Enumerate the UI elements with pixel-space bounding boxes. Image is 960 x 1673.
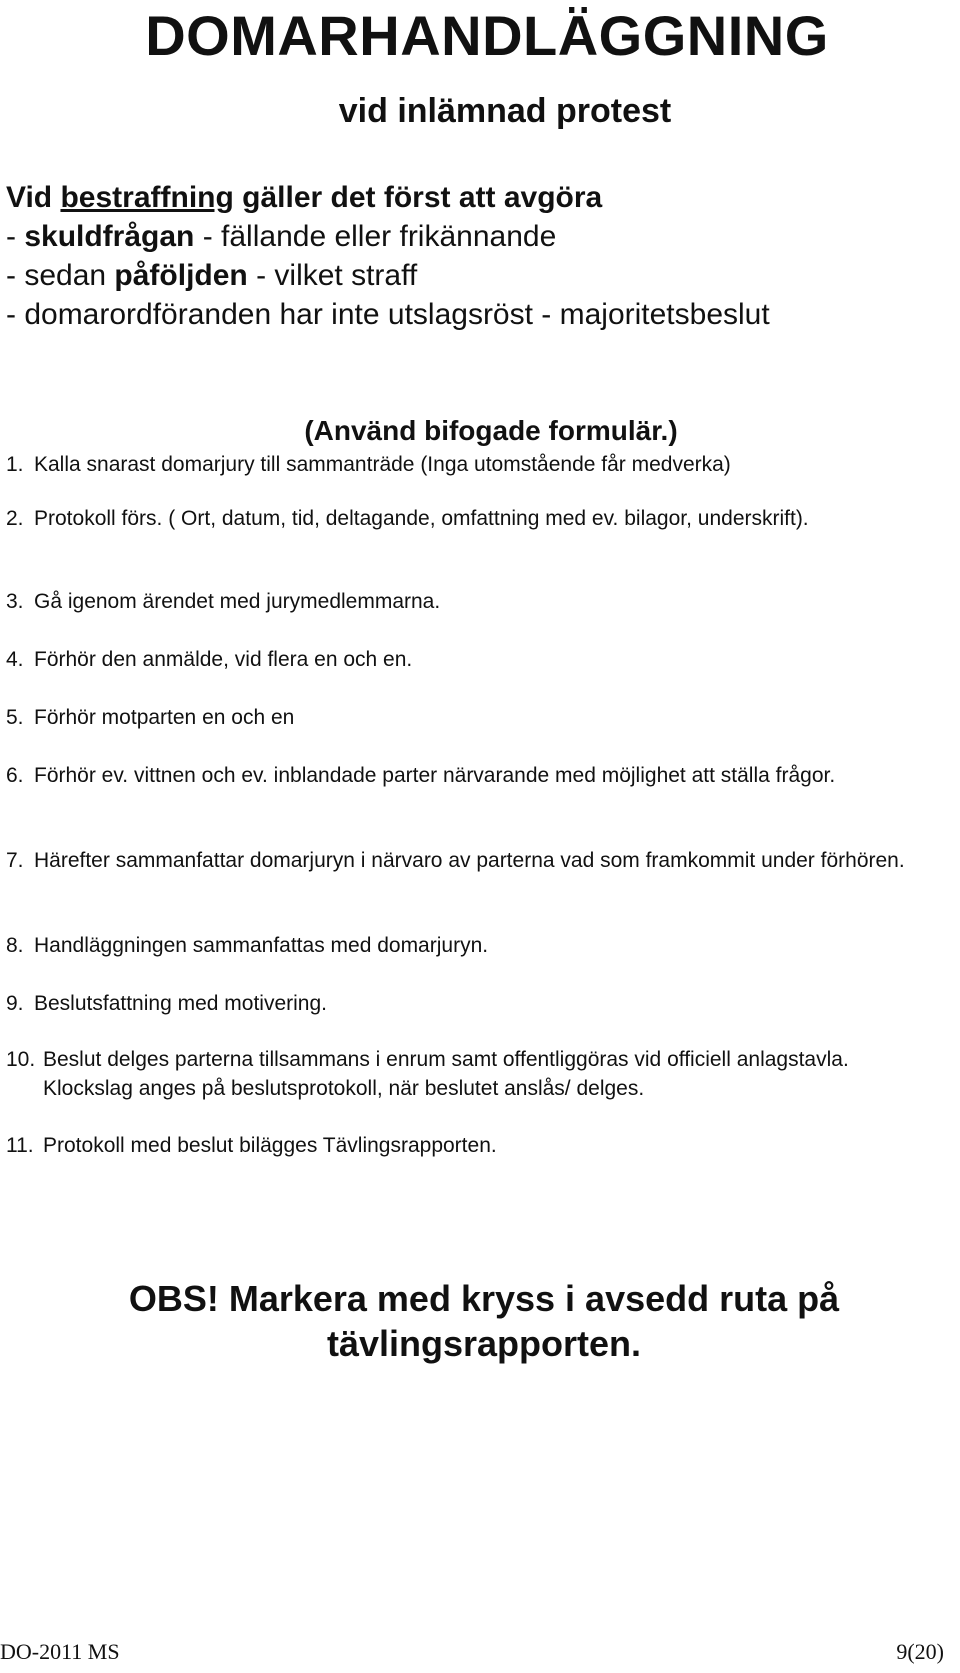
obs-line-2: tävlingsrapporten. (326, 1323, 642, 1364)
step-text: Protokoll förs. ( Ort, datum, tid, deltagande, omfattning med ev. bilagor, underskrift). (34, 507, 809, 530)
intro-prefix: Vid (6, 181, 61, 214)
intro-line-2 (6, 217, 946, 256)
step-text: Protokoll med beslut bilägges Tävlingsrapporten. (43, 1134, 497, 1157)
intro-rest: - fällande eller frikännande (194, 220, 557, 253)
step-number: 9. (6, 992, 24, 1015)
obs-note (0, 1276, 960, 1366)
intro-dash: - sedan (6, 259, 115, 292)
footer-page-number: 9(20) (896, 1639, 944, 1664)
intro-line-3 (6, 256, 946, 295)
step-text: Förhör den anmälde, vid flera en och en. (34, 648, 413, 671)
step-item (6, 504, 926, 533)
step-number: 10. (6, 1048, 36, 1071)
step-text: Förhör motparten en och en (34, 706, 295, 729)
step-text: Förhör ev. vittnen och ev. inblandade parter närvarande med möjlighet att ställa frågor. (34, 764, 836, 787)
obs-line-1: OBS! Markera med kryss i avsedd ruta på (128, 1278, 840, 1319)
intro-underlined-term: bestraffning (60, 181, 234, 214)
step-item (6, 1045, 926, 1103)
footer-document-id: DO-2011 MS (0, 1639, 120, 1664)
step-number: 8. (6, 934, 24, 957)
intro-dash: - (6, 220, 25, 253)
form-note: (Använd bifogade formulär.) (304, 415, 678, 446)
step-text: Handläggningen sammanfattas med domarjuryn. (34, 934, 489, 957)
step-item (6, 450, 926, 479)
step-text: Härefter sammanfattar domarjuryn i närvaro av parterna vad som framkommit under förhören. (34, 849, 905, 872)
step-text: Beslutsfattning med motivering. (34, 992, 327, 1015)
step-number: 3. (6, 590, 24, 613)
step-number: 7. (6, 849, 24, 872)
step-number: 1. (6, 453, 24, 476)
page-title: DOMARHANDLÄGGNING (145, 4, 829, 67)
step-item (6, 931, 926, 960)
step-number: 5. (6, 706, 24, 729)
intro-rest: - vilket straff (247, 259, 418, 292)
intro-bold-term: skuldfrågan (24, 220, 195, 253)
step-text: Beslut delges parterna tillsammans i enrum samt offentliggöras vid officiell anlagstavla. Klockslag anges på beslutsprotokoll, när beslutet anslås/ delges. (43, 1048, 849, 1100)
intro-bold-term: påföljden (114, 259, 248, 292)
step-text: Gå igenom ärendet med jurymedlemmarna. (34, 590, 441, 613)
intro-line-1 (6, 178, 946, 217)
step-text: Kalla snarast domarjury till sammanträde (Inga utomstående får medverka) (34, 453, 731, 476)
step-item (6, 989, 926, 1018)
step-item (6, 645, 926, 674)
step-number: 6. (6, 764, 24, 787)
page-subtitle: vid inlämnad protest (338, 92, 672, 130)
step-item (6, 761, 926, 790)
step-item (6, 846, 926, 875)
page-footer (0, 1639, 944, 1665)
step-number: 4. (6, 648, 24, 671)
step-item (6, 587, 926, 616)
step-item (6, 703, 926, 732)
step-item (6, 1131, 926, 1160)
intro-suffix: gäller det först att avgöra (233, 181, 603, 214)
step-number: 2. (6, 507, 24, 530)
step-number: 11. (6, 1134, 34, 1157)
intro-line-4: - domarordföranden har inte utslagsröst - majoritetsbeslut (6, 298, 770, 331)
intro-block (6, 178, 946, 334)
